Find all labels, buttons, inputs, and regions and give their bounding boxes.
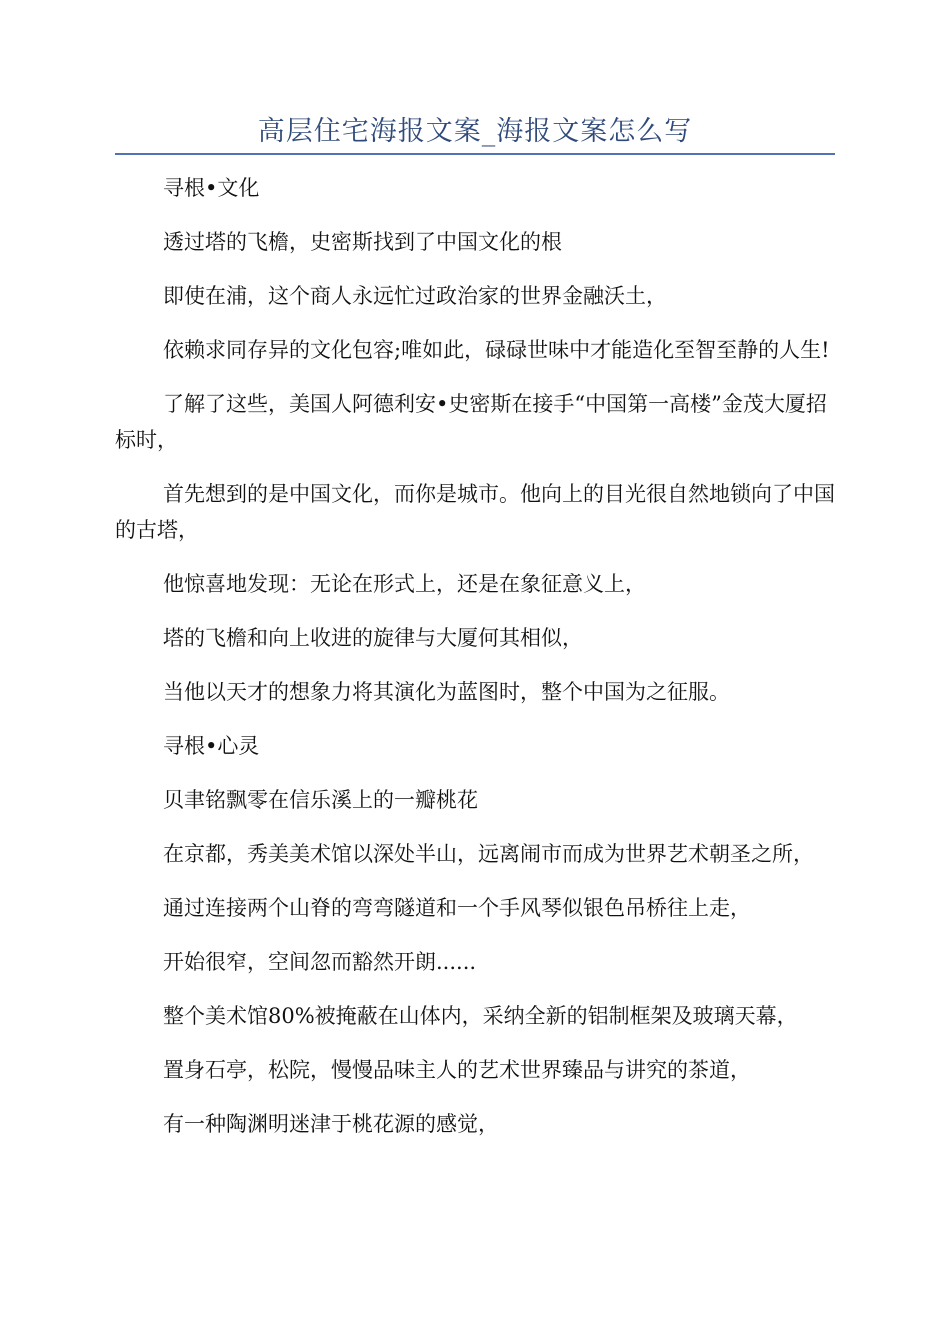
- document-title: 高层住宅海报文案_海报文案怎么写: [257, 116, 693, 147]
- paragraph: 依赖求同存异的文化包容;唯如此，碌碌世味中才能造化至智至静的人生!: [163, 338, 830, 362]
- paragraph: 当他以天才的想象力将其演化为蓝图时，整个中国为之征服。: [163, 680, 730, 704]
- document-body: [115, 170, 835, 1160]
- paragraph: 寻根•文化: [163, 176, 260, 200]
- paragraph: 塔的飞檐和向上收进的旋律与大厦何其相似，: [163, 626, 583, 650]
- paragraph: 即使在浦，这个商人永远忙过政治家的世界金融沃土，: [163, 284, 667, 308]
- paragraph: 透过塔的飞檐，史密斯找到了中国文化的根: [163, 230, 562, 254]
- paragraph: 在京都，秀美美术馆以深处半山，远离闹市而成为世界艺术朝圣之所，: [163, 842, 814, 866]
- title-underline: [115, 153, 835, 155]
- paragraph: 他惊喜地发现：无论在形式上，还是在象征意义上，: [163, 572, 646, 596]
- paragraph: 有一种陶渊明迷津于桃花源的感觉，: [163, 1112, 499, 1136]
- paragraph: 寻根•心灵: [163, 734, 260, 758]
- paragraph: 首先想到的是中国文化，而你是城市。他向上的目光很自然地锁向了中国的古塔，: [115, 482, 835, 542]
- paragraph: 开始很窄，空间忽而豁然开朗......: [163, 950, 477, 974]
- paragraph: 通过连接两个山脊的弯弯隧道和一个手风琴似银色吊桥往上走，: [163, 896, 751, 920]
- paragraph: 了解了这些，美国人阿德利安•史密斯在接手“中国第一高楼”金茂大厦招标时，: [115, 392, 827, 452]
- paragraph: 贝聿铭飘零在信乐溪上的一瓣桃花: [163, 788, 478, 812]
- paragraph: 整个美术馆80%被掩蔽在山体内，采纳全新的铝制框架及玻璃天幕，: [163, 1004, 798, 1028]
- paragraph: 置身石亭，松院，慢慢品味主人的艺术世界臻品与讲究的茶道，: [163, 1058, 751, 1082]
